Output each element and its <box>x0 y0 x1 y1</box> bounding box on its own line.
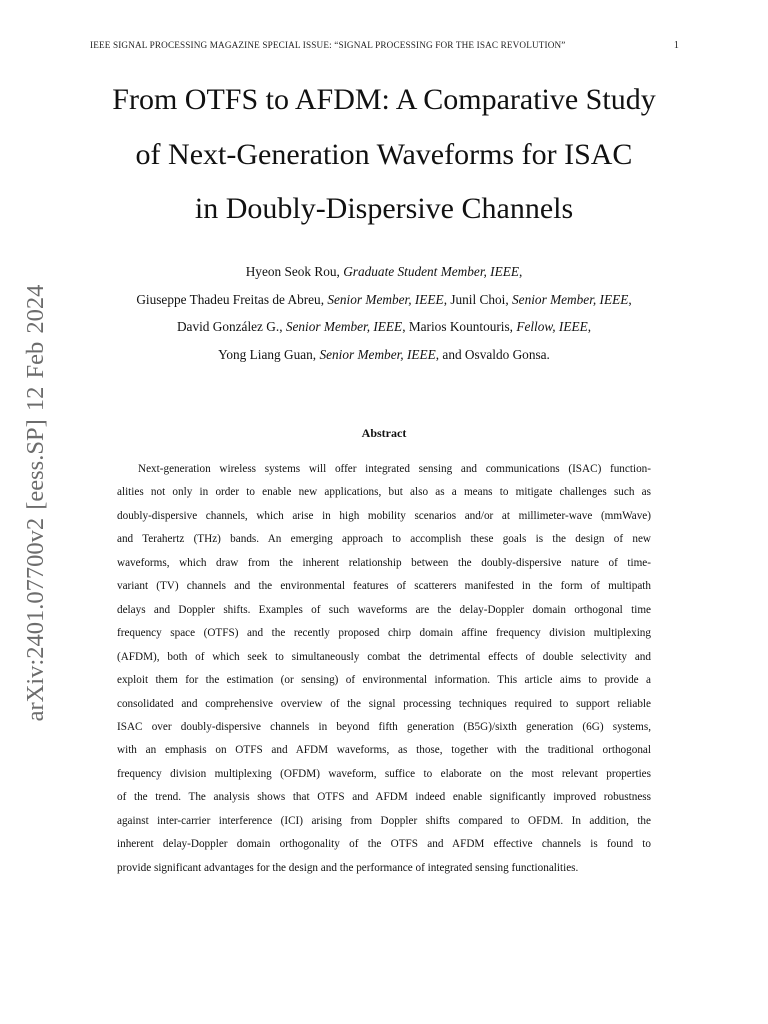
title-line: of Next-Generation Waveforms for ISAC <box>135 137 633 171</box>
running-head <box>90 40 678 50</box>
author-membership: Senior Member, IEEE <box>319 346 436 362</box>
page-number: 1 <box>673 40 679 51</box>
abstract-line: frequency space (OTFS) and the recently proposed chirp domain affine frequency division multiplexing <box>117 627 651 640</box>
abstract-body <box>117 458 651 880</box>
abstract-line: with an emphasis on OTFS and AFDM waveforms, as those, together with the traditional orthogonal <box>117 744 651 757</box>
author-name: Giuseppe Thadeu Freitas de Abreu, <box>136 291 328 307</box>
author-separator: , <box>628 291 632 307</box>
abstract-line: ISAC over doubly-dispersive channels in beyond fifth generation (B5G)/sixth generation (6G) systems, <box>117 720 651 733</box>
abstract-line: (AFDM), both of which seek to simultaneously combat the detrimental effects of double selectivity and <box>117 650 651 663</box>
author-membership: Senior Member, IEEE <box>512 291 629 307</box>
abstract-line: consolidated and comprehensive overview of the signal processing techniques required to support reliable <box>117 697 651 710</box>
author-separator: , <box>518 264 523 279</box>
abstract-line: waveforms, which draw from the inherent relationship between the doubly-dispersive nature of time- <box>117 556 651 569</box>
author-name: , Junil Choi, <box>443 291 513 307</box>
abstract-line: of the trend. The analysis shows that OTFS and AFDM indeed enable significantly improved robustness <box>117 791 651 804</box>
author-line-1 <box>40 258 728 286</box>
author-line-3 <box>40 313 728 341</box>
abstract-line: and Terahertz (THz) bands. An emerging approach to accomplish these goals is the design of new <box>117 533 651 546</box>
author-name: , Marios Kountouris, <box>402 319 517 334</box>
abstract-line: against inter-carrier interference (ICI) arising from Doppler shifts compared to OFDM. In addition, the <box>117 814 651 827</box>
abstract-line: inherent delay-Doppler domain orthogonality of the OTFS and AFDM effective channels is found to <box>117 838 651 851</box>
abstract-line: variant (TV) channels and the environmental features of scatterers manifested in the form of multipath <box>117 580 651 593</box>
abstract-line: exploit them for the estimation (or sensing) of environmental information. This article aims to provide a <box>117 674 651 687</box>
author-name: Yong Liang Guan, <box>218 346 320 362</box>
paper-title <box>60 73 708 237</box>
arxiv-stamp: arXiv:2401.07700v2 [eess.SP] 12 Feb 2024 <box>22 284 49 722</box>
abstract-line: frequency division multiplexing (OFDM) waveform, suffice to elaborate on the most relevant properties <box>117 767 651 780</box>
author-list <box>40 258 728 368</box>
title-line: From OTFS to AFDM: A Comparative Study <box>112 83 656 116</box>
author-separator: , <box>587 319 592 334</box>
abstract-heading: Abstract <box>361 426 407 440</box>
abstract-line: doubly-dispersive channels, which arise in high mobility scenarios and/or at millimeter-wave (mmWave) <box>117 509 651 522</box>
author-line-4 <box>40 341 728 369</box>
abstract-line: alities not only in order to enable new applications, but also as a means to mitigate challenges such as <box>117 486 651 499</box>
author-membership: Graduate Student Member, IEEE <box>343 264 519 279</box>
author-name: David González G., <box>176 319 286 334</box>
author-name: , and Osvaldo Gonsa. <box>435 346 550 362</box>
author-line-2 <box>40 286 728 314</box>
author-membership: Senior Member, IEEE <box>285 319 403 334</box>
author-membership: Fellow, IEEE <box>516 319 588 334</box>
abstract-line: Next-generation wireless systems will offer integrated sensing and communications (ISAC) function- <box>138 463 651 475</box>
abstract-line: provide significant advantages for the design and the performance of integrated sensing functionalities. <box>117 861 579 874</box>
abstract-line: delays and Doppler shifts. Examples of such waveforms are the delay-Doppler domain orthogonal time <box>117 603 651 616</box>
title-line: in Doubly-Dispersive Channels <box>194 192 574 225</box>
running-head-text: IEEE SIGNAL PROCESSING MAGAZINE SPECIAL ISSUE: “SIGNAL PROCESSING FOR THE ISAC REVOLUTION” <box>90 40 566 50</box>
author-name: Hyeon Seok Rou, <box>245 264 344 279</box>
author-membership: Senior Member, IEEE <box>327 291 444 307</box>
